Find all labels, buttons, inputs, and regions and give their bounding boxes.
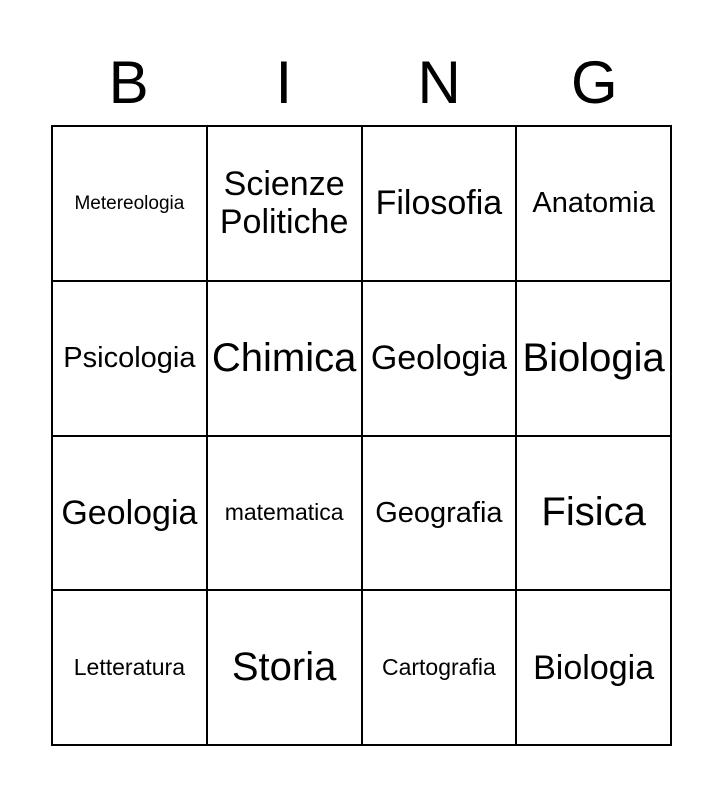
bingo-cell-label: Geologia — [370, 339, 507, 378]
bingo-cell[interactable] — [53, 437, 208, 592]
bingo-cell-label: Filosofia — [375, 184, 503, 223]
bingo-cell[interactable] — [208, 127, 363, 282]
bingo-cell-label: Storia — [231, 645, 337, 690]
bingo-cell[interactable] — [53, 591, 208, 746]
bingo-cell[interactable] — [208, 591, 363, 746]
bingo-header — [51, 40, 672, 125]
bingo-grid — [51, 125, 672, 746]
bingo-cell[interactable] — [517, 282, 672, 437]
bingo-cell-label: Biologia — [522, 335, 665, 380]
bingo-cell[interactable] — [363, 127, 518, 282]
bingo-cell[interactable] — [208, 437, 363, 592]
bingo-cell-label: Cartografia — [381, 653, 496, 680]
header-letter-i: I — [275, 48, 293, 116]
bingo-cell-label: Geografia — [375, 496, 503, 529]
bingo-cell-label: Metereologia — [74, 192, 185, 214]
bingo-cell[interactable] — [208, 282, 363, 437]
bingo-cell[interactable] — [363, 437, 518, 592]
header-letter-g: G — [571, 48, 618, 116]
bingo-cell[interactable] — [363, 282, 518, 437]
header-letter-b: B — [108, 48, 149, 116]
bingo-cell[interactable] — [517, 591, 672, 746]
bingo-cell[interactable] — [517, 127, 672, 282]
bingo-cell-label: Scienze Politiche — [219, 165, 349, 242]
bingo-cell[interactable] — [53, 282, 208, 437]
bingo-cell-label: Biologia — [533, 648, 655, 687]
bingo-cell[interactable] — [363, 591, 518, 746]
bingo-cell-label: matematica — [224, 499, 344, 525]
bingo-cell-label: Fisica — [541, 490, 646, 535]
bingo-cell[interactable] — [517, 437, 672, 592]
header-letter-n: N — [417, 48, 461, 116]
bingo-cell-label: Geologia — [61, 493, 198, 532]
bingo-cell[interactable] — [53, 127, 208, 282]
bingo-cell-label: Chimica — [211, 335, 357, 380]
bingo-cell-label: Letteratura — [73, 653, 185, 680]
bingo-cell-label: Psicologia — [63, 341, 196, 374]
bingo-cell-label: Anatomia — [532, 187, 655, 220]
